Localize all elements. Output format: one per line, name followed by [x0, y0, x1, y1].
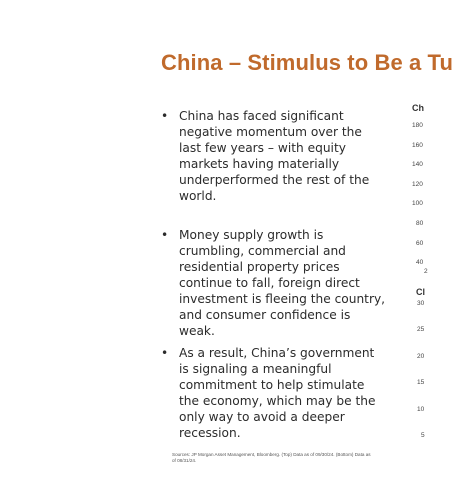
bullet-item	[161, 108, 386, 204]
slide-title: China – Stimulus to Be a Tu	[161, 50, 453, 75]
bullet-marker: •	[161, 228, 169, 242]
bullet-marker: •	[161, 346, 169, 360]
source-footnote: Sources: JP Morgan Asset Management, Bloomberg. (Top) Data as of 09/30/24. (Bottom) Data as of 08/31/24.	[172, 452, 371, 463]
bottom-chart-tick-label: 30	[417, 300, 425, 307]
bullet-text: China has faced significant negative momentum over the last few years – with equity markets having materially underperformed the rest of the world.	[179, 109, 370, 203]
bottom-chart-tick-label: 5	[421, 432, 425, 439]
bottom-chart-tick-label: 10	[417, 405, 425, 413]
top-chart-tick-label: 80	[416, 220, 424, 227]
bottom-chart-heading: Cl	[416, 287, 425, 297]
top-chart-tick-label: 160	[412, 141, 423, 149]
top-chart-tick-label: 40	[416, 259, 424, 267]
top-chart-tick-label: 120	[412, 180, 423, 188]
bullet-text: Money supply growth is crumbling, commercial and residential property prices continue to fall, foreign direct investment is fleeing the country, and consumer confidence is weak.	[179, 228, 386, 338]
top-chart-heading: Ch	[412, 103, 424, 113]
top-chart-tick-label: 100	[412, 200, 423, 208]
bullet-text: As a result, China’s government is signaling a meaningful commitment to help stimulate the economy, which may be the only way to avoid a deeper recession.	[179, 346, 376, 440]
bullet-item	[161, 345, 386, 441]
top-chart-tick-label: 60	[416, 239, 424, 247]
bullet-marker: •	[161, 109, 169, 123]
top-chart-tick-label: 140	[412, 161, 423, 169]
bottom-chart-tick-label: 15	[417, 379, 425, 387]
bottom-chart-tick-label: 25	[417, 326, 425, 334]
bottom-chart-tick-label: 20	[417, 352, 425, 360]
top-chart-tick-label: 180	[412, 122, 423, 129]
bullet-item	[161, 227, 386, 339]
top-chart-extra-tick: 2	[424, 268, 428, 275]
